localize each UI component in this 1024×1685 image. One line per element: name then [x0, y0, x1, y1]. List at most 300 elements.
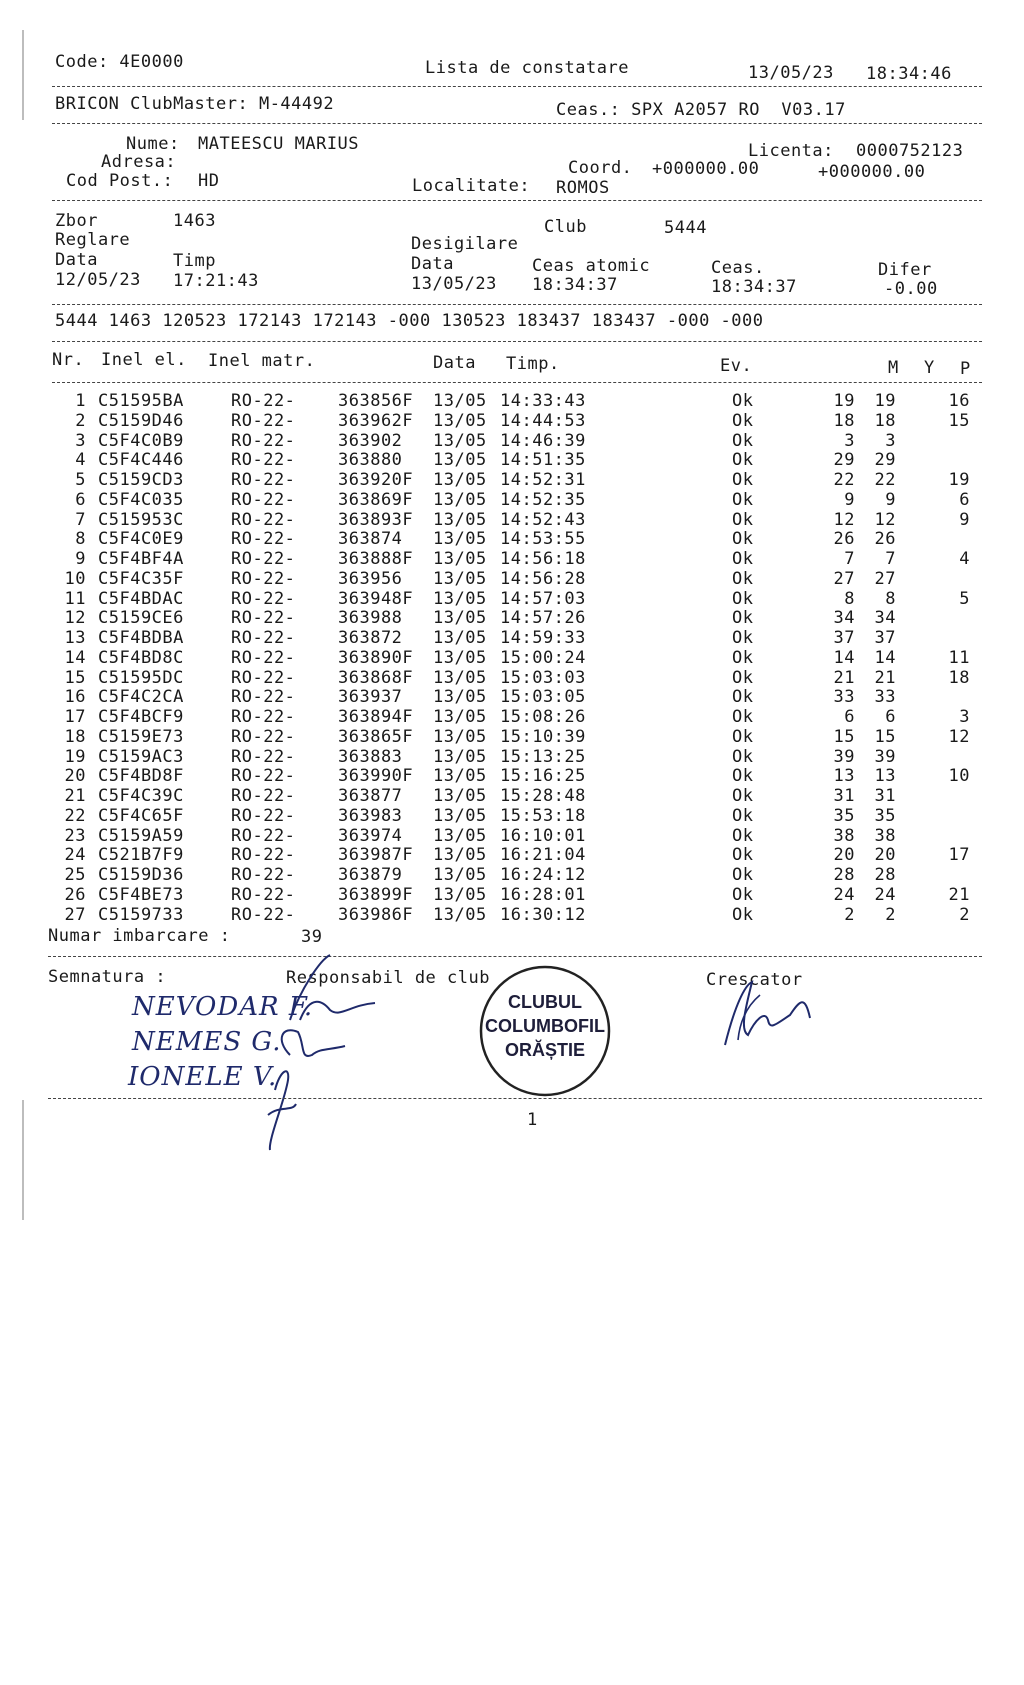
arrival-date: 13/05: [433, 825, 487, 846]
ring-country-prefix: RO-22-: [231, 766, 296, 787]
row-number: 12: [64, 608, 86, 629]
ring-number: 363869F: [338, 489, 414, 510]
ring-country-prefix: RO-22-: [231, 549, 296, 569]
electronic-ring: C5159D46: [98, 410, 184, 431]
postcode-label: Cod Post.:: [66, 171, 174, 191]
ring-number: 363990F: [338, 766, 414, 787]
y-value: 9: [885, 489, 896, 510]
coord-label: Coord.: [568, 158, 633, 178]
ring-number: 363856F: [338, 391, 414, 411]
event-status: Ok: [732, 865, 754, 885]
m-value: 28: [833, 865, 855, 885]
m-value: 20: [833, 845, 855, 866]
y-value: 26: [874, 529, 896, 550]
row-number: 6: [75, 489, 86, 510]
row-number: 20: [64, 766, 86, 787]
m-value: 34: [833, 608, 855, 629]
ring-number: 363983: [338, 805, 403, 826]
electronic-ring: C5F4C65F: [98, 805, 184, 826]
y-value: 22: [874, 470, 896, 490]
flight-number: 1463: [173, 211, 216, 231]
locality: ROMOS: [556, 178, 610, 198]
electronic-ring: C5159CD3: [98, 470, 184, 490]
arrival-time: 15:03:05: [500, 687, 586, 708]
electronic-ring: C51595DC: [98, 667, 184, 688]
y-value: 29: [874, 450, 896, 471]
y-value: 24: [874, 884, 896, 905]
ring-country-prefix: RO-22-: [231, 726, 296, 747]
ring-number: 363877: [338, 786, 403, 806]
event-status: Ok: [732, 568, 754, 589]
club-responsible-label: Responsabil de club: [286, 968, 490, 988]
row-number: 22: [64, 805, 86, 826]
row-number: 21: [64, 786, 86, 806]
ring-number: 363937: [338, 687, 403, 708]
arrival-time: 14:53:55: [500, 529, 586, 550]
arrival-time: 16:21:04: [500, 845, 586, 866]
row-number: 25: [64, 865, 86, 885]
p-value: 9: [959, 509, 970, 530]
p-value: 10: [948, 766, 970, 787]
event-status: Ok: [732, 825, 754, 846]
signature-label: Semnatura :: [48, 967, 167, 987]
electronic-ring: C5159AC3: [98, 746, 184, 767]
electronic-ring: C5F4BE73: [98, 884, 184, 905]
difference-label: Difer: [878, 260, 932, 280]
electronic-ring: C5159A59: [98, 825, 184, 846]
electronic-ring: C5F4C35F: [98, 568, 184, 589]
ring-number: 363874: [338, 529, 403, 550]
arrival-time: 16:10:01: [500, 825, 586, 846]
y-value: 15: [874, 726, 896, 747]
page-number: 1: [527, 1110, 538, 1130]
p-value: 6: [959, 489, 970, 510]
row-number: 13: [64, 628, 86, 648]
event-status: Ok: [732, 707, 754, 727]
p-value: 15: [948, 410, 970, 431]
ring-country-prefix: RO-22-: [231, 450, 296, 471]
arrival-time: 16:28:01: [500, 884, 586, 905]
boarding-count: 39: [301, 927, 323, 947]
row-number: 16: [64, 687, 86, 708]
arrival-date: 13/05: [433, 726, 487, 747]
ring-number: 363893F: [338, 509, 414, 530]
arrival-time: 15:16:25: [500, 766, 586, 787]
ring-country-prefix: RO-22-: [231, 904, 296, 925]
event-status: Ok: [732, 884, 754, 905]
event-status: Ok: [732, 726, 754, 747]
y-value: 8: [885, 588, 896, 609]
arrival-time: 14:56:18: [500, 549, 586, 569]
event-status: Ok: [732, 628, 754, 648]
ring-country-prefix: RO-22-: [231, 529, 296, 550]
ring-number: 363948F: [338, 588, 414, 609]
arrival-time: 14:56:28: [500, 568, 586, 589]
m-value: 38: [833, 825, 855, 846]
m-value: 39: [833, 746, 855, 767]
event-status: Ok: [732, 529, 754, 550]
electronic-ring: C5F4BD8F: [98, 766, 184, 787]
m-value: 27: [833, 568, 855, 589]
arrival-time: 14:33:43: [500, 391, 586, 411]
ring-country-prefix: RO-22-: [231, 391, 296, 411]
stamp-line: COLUMBOFIL: [485, 1016, 605, 1036]
arrival-time: 14:57:03: [500, 588, 586, 609]
electronic-ring: C5F4BF4A: [98, 549, 184, 569]
license-number: 0000752123: [856, 141, 964, 161]
electronic-ring: C5F4C39C: [98, 786, 184, 806]
unsealing-date: 13/05/23: [411, 274, 497, 294]
arrival-time: 15:10:39: [500, 726, 586, 747]
postcode: HD: [198, 171, 220, 191]
arrival-time: 15:53:18: [500, 805, 586, 826]
club-number: 5444: [664, 218, 707, 238]
flight-label: Zbor: [55, 211, 98, 231]
electronic-ring: C5F4C035: [98, 489, 184, 510]
electronic-ring: C5F4BCF9: [98, 707, 184, 727]
arrival-date: 13/05: [433, 805, 487, 826]
setting-label: Reglare: [55, 230, 131, 250]
m-value: 12: [833, 509, 855, 530]
electronic-ring: C5159733: [98, 904, 184, 925]
boarding-label: Numar imbarcare :: [48, 926, 231, 946]
summary-line: 5444 1463 120523 172143 172143 -000 130523 183437 183437 -000 -000: [55, 311, 764, 331]
ring-number: 363868F: [338, 667, 414, 688]
ring-number: 363986F: [338, 904, 414, 925]
ring-country-prefix: RO-22-: [231, 805, 296, 826]
ring-country-prefix: RO-22-: [231, 786, 296, 806]
arrival-date: 13/05: [433, 845, 487, 866]
ring-number: 363987F: [338, 845, 414, 866]
ring-country-prefix: RO-22-: [231, 746, 296, 767]
ring-country-prefix: RO-22-: [231, 845, 296, 866]
m-value: 35: [833, 805, 855, 826]
event-status: Ok: [732, 608, 754, 629]
y-value: 18: [874, 410, 896, 431]
p-value: 11: [948, 647, 970, 668]
ring-number: 363956: [338, 568, 403, 589]
col-header-p: P: [960, 359, 971, 379]
row-number: 10: [64, 568, 86, 589]
m-value: 3: [844, 430, 855, 451]
unsealing-date-label: Data: [411, 254, 454, 274]
y-value: 6: [885, 707, 896, 727]
col-header-time: Timp.: [506, 354, 560, 374]
atomic-time: 18:34:37: [532, 275, 618, 295]
arrival-date: 13/05: [433, 489, 487, 510]
electronic-ring: C5159D36: [98, 865, 184, 885]
y-value: 38: [874, 825, 896, 846]
handwritten-name: NEMES G.: [132, 1027, 282, 1057]
arrival-date: 13/05: [433, 786, 487, 806]
y-value: 33: [874, 687, 896, 708]
y-value: 35: [874, 805, 896, 826]
event-status: Ok: [732, 588, 754, 609]
m-value: 22: [833, 470, 855, 490]
arrival-date: 13/05: [433, 450, 487, 471]
arrival-date: 13/05: [433, 647, 487, 668]
arrival-time: 14:52:31: [500, 470, 586, 490]
ring-country-prefix: RO-22-: [231, 707, 296, 727]
row-number: 3: [75, 430, 86, 451]
arrival-time: 14:46:39: [500, 430, 586, 451]
row-number: 23: [64, 825, 86, 846]
y-value: 2: [885, 904, 896, 925]
y-value: 39: [874, 746, 896, 767]
event-status: Ok: [732, 509, 754, 530]
p-value: 3: [959, 707, 970, 727]
locality-label: Localitate:: [412, 176, 531, 196]
arrival-date: 13/05: [433, 470, 487, 490]
row-number: 1: [75, 391, 86, 411]
m-value: 19: [833, 391, 855, 411]
ring-country-prefix: RO-22-: [231, 588, 296, 609]
ring-country-prefix: RO-22-: [231, 509, 296, 530]
handwritten-name: IONELE V.: [128, 1062, 278, 1092]
p-value: 2: [959, 904, 970, 925]
ring-country-prefix: RO-22-: [231, 430, 296, 451]
event-status: Ok: [732, 746, 754, 767]
m-value: 33: [833, 687, 855, 708]
p-value: 5: [959, 588, 970, 609]
m-value: 31: [833, 786, 855, 806]
coord-value-2: +000000.00: [818, 162, 926, 182]
event-status: Ok: [732, 805, 754, 826]
clock-label: Ceas.: [711, 258, 765, 278]
device-name: BRICON ClubMaster: M-44492: [55, 94, 335, 114]
ring-number: 363894F: [338, 707, 414, 727]
arrival-time: 14:52:35: [500, 489, 586, 510]
m-value: 24: [833, 884, 855, 905]
club-label: Club: [544, 217, 587, 237]
col-header-y: Y: [924, 358, 935, 378]
p-value: 18: [948, 667, 970, 688]
arrival-time: 14:51:35: [500, 450, 586, 471]
row-number: 27: [64, 904, 86, 925]
ring-country-prefix: RO-22-: [231, 410, 296, 431]
p-value: 21: [948, 884, 970, 905]
y-value: 31: [874, 786, 896, 806]
row-number: 26: [64, 884, 86, 905]
arrival-date: 13/05: [433, 529, 487, 550]
arrival-date: 13/05: [433, 628, 487, 648]
ring-country-prefix: RO-22-: [231, 884, 296, 905]
m-value: 8: [844, 588, 855, 609]
arrival-date: 13/05: [433, 865, 487, 885]
m-value: 15: [833, 726, 855, 747]
ring-country-prefix: RO-22-: [231, 568, 296, 589]
arrival-date: 13/05: [433, 746, 487, 767]
y-value: 34: [874, 608, 896, 629]
y-value: 13: [874, 766, 896, 787]
arrival-date: 13/05: [433, 884, 487, 905]
arrival-date: 13/05: [433, 391, 487, 411]
ring-number: 363988: [338, 608, 403, 629]
setting-date: 12/05/23: [55, 270, 141, 290]
event-status: Ok: [732, 450, 754, 471]
col-header-m: M: [888, 358, 899, 378]
y-value: 7: [885, 549, 896, 569]
electronic-ring: C5F4BDBA: [98, 628, 184, 648]
clock-time: 18:34:37: [711, 277, 797, 297]
unsealing-label: Desigilare: [411, 234, 519, 254]
report-date: 13/05/23: [748, 63, 834, 83]
arrival-time: 16:30:12: [500, 904, 586, 925]
setting-time-label: Timp: [173, 251, 216, 271]
event-status: Ok: [732, 904, 754, 925]
electronic-ring: C5F4BDAC: [98, 588, 184, 609]
arrival-date: 13/05: [433, 509, 487, 530]
ring-country-prefix: RO-22-: [231, 608, 296, 629]
m-value: 7: [844, 549, 855, 569]
p-value: 16: [948, 391, 970, 411]
row-number: 17: [64, 707, 86, 727]
row-number: 7: [75, 509, 86, 530]
col-header-ring-matr: Inel matr.: [208, 351, 316, 371]
arrival-time: 14:57:26: [500, 608, 586, 629]
ring-country-prefix: RO-22-: [231, 825, 296, 846]
event-status: Ok: [732, 470, 754, 490]
arrival-date: 13/05: [433, 430, 487, 451]
address-label: Adresa:: [101, 152, 177, 172]
p-value: 17: [948, 845, 970, 866]
row-number: 18: [64, 726, 86, 747]
m-value: 26: [833, 529, 855, 550]
setting-time: 17:21:43: [173, 271, 259, 291]
stamp-line: ORĂȘTIE: [504, 1040, 586, 1060]
arrival-date: 13/05: [433, 667, 487, 688]
divider: [48, 1098, 982, 1099]
license-label: Licenta:: [748, 141, 834, 161]
event-status: Ok: [732, 430, 754, 451]
arrival-date: 13/05: [433, 608, 487, 629]
row-number: 9: [75, 549, 86, 569]
y-value: 19: [874, 391, 896, 411]
row-number: 14: [64, 647, 86, 668]
row-number: 2: [75, 410, 86, 431]
y-value: 12: [874, 509, 896, 530]
event-status: Ok: [732, 391, 754, 411]
arrival-time: 15:00:24: [500, 647, 586, 668]
arrival-date: 13/05: [433, 588, 487, 609]
ring-number: 363883: [338, 746, 403, 767]
ring-country-prefix: RO-22-: [231, 470, 296, 490]
ring-number: 363920F: [338, 470, 414, 490]
stamp-line: CLUBUL: [508, 992, 582, 1012]
col-header-date: Data: [433, 353, 476, 373]
event-status: Ok: [732, 687, 754, 708]
electronic-ring: C521B7F9: [98, 845, 184, 866]
arrival-date: 13/05: [433, 904, 487, 925]
event-status: Ok: [732, 489, 754, 510]
electronic-ring: C5F4C0B9: [98, 430, 184, 451]
electronic-ring: C5F4C0E9: [98, 529, 184, 550]
arrival-time: 15:03:03: [500, 667, 586, 688]
club-stamp: [475, 965, 615, 1105]
y-value: 21: [874, 667, 896, 688]
device-code: Code: 4E0000: [55, 52, 184, 72]
arrival-time: 15:08:26: [500, 707, 586, 727]
row-number: 5: [75, 470, 86, 490]
event-status: Ok: [732, 786, 754, 806]
electronic-ring: C51595BA: [98, 391, 184, 411]
difference-value: -0.00: [884, 279, 938, 299]
ring-number: 363888F: [338, 549, 414, 569]
m-value: 13: [833, 766, 855, 787]
atomic-clock-label: Ceas atomic: [532, 256, 651, 276]
arrival-time: 14:59:33: [500, 628, 586, 648]
electronic-ring: C5F4BD8C: [98, 647, 184, 668]
ring-number: 363962F: [338, 410, 414, 431]
arrival-date: 13/05: [433, 549, 487, 569]
ring-number: 363880: [338, 450, 403, 471]
m-value: 14: [833, 647, 855, 668]
arrival-time: 15:13:25: [500, 746, 586, 767]
m-value: 9: [844, 489, 855, 510]
y-value: 37: [874, 628, 896, 648]
arrival-date: 13/05: [433, 568, 487, 589]
arrival-time: 14:44:53: [500, 410, 586, 431]
ring-country-prefix: RO-22-: [231, 628, 296, 648]
y-value: 27: [874, 568, 896, 589]
electronic-ring: C515953C: [98, 509, 184, 530]
arrival-date: 13/05: [433, 687, 487, 708]
y-value: 3: [885, 430, 896, 451]
page-title: Lista de constatare: [425, 58, 629, 78]
ring-country-prefix: RO-22-: [231, 489, 296, 510]
event-status: Ok: [732, 766, 754, 787]
electronic-ring: C5159E73: [98, 726, 184, 747]
event-status: Ok: [732, 410, 754, 431]
arrival-date: 13/05: [433, 766, 487, 787]
y-value: 28: [874, 865, 896, 885]
report-time: 18:34:46: [866, 64, 952, 84]
p-value: 12: [948, 726, 970, 747]
p-value: 19: [948, 470, 970, 490]
m-value: 29: [833, 450, 855, 471]
breeder-label: Crescator: [706, 970, 803, 990]
event-status: Ok: [732, 647, 754, 668]
row-number: 8: [75, 529, 86, 550]
electronic-ring: C5F4C446: [98, 450, 184, 471]
ring-country-prefix: RO-22-: [231, 647, 296, 668]
arrival-date: 13/05: [433, 410, 487, 431]
col-header-nr: Nr.: [52, 350, 85, 370]
row-number: 4: [75, 450, 86, 471]
col-header-ev: Ev.: [720, 356, 753, 376]
y-value: 20: [874, 845, 896, 866]
y-value: 14: [874, 647, 896, 668]
row-number: 19: [64, 746, 86, 767]
ring-number: 363890F: [338, 647, 414, 668]
ring-number: 363865F: [338, 726, 414, 747]
ring-number: 363902: [338, 430, 403, 451]
m-value: 2: [844, 904, 855, 925]
row-number: 24: [64, 845, 86, 866]
m-value: 18: [833, 410, 855, 431]
setting-date-label: Data: [55, 250, 98, 270]
handwritten-name: NEVODAR F.: [132, 992, 314, 1022]
event-status: Ok: [732, 549, 754, 569]
row-number: 11: [64, 588, 86, 609]
ring-country-prefix: RO-22-: [231, 687, 296, 708]
ring-country-prefix: RO-22-: [231, 667, 296, 688]
event-status: Ok: [732, 845, 754, 866]
ring-number: 363879: [338, 865, 403, 885]
m-value: 6: [844, 707, 855, 727]
coord-value-1: +000000.00: [652, 159, 760, 179]
clock-id: Ceas.: SPX A2057 RO V03.17: [556, 100, 846, 120]
